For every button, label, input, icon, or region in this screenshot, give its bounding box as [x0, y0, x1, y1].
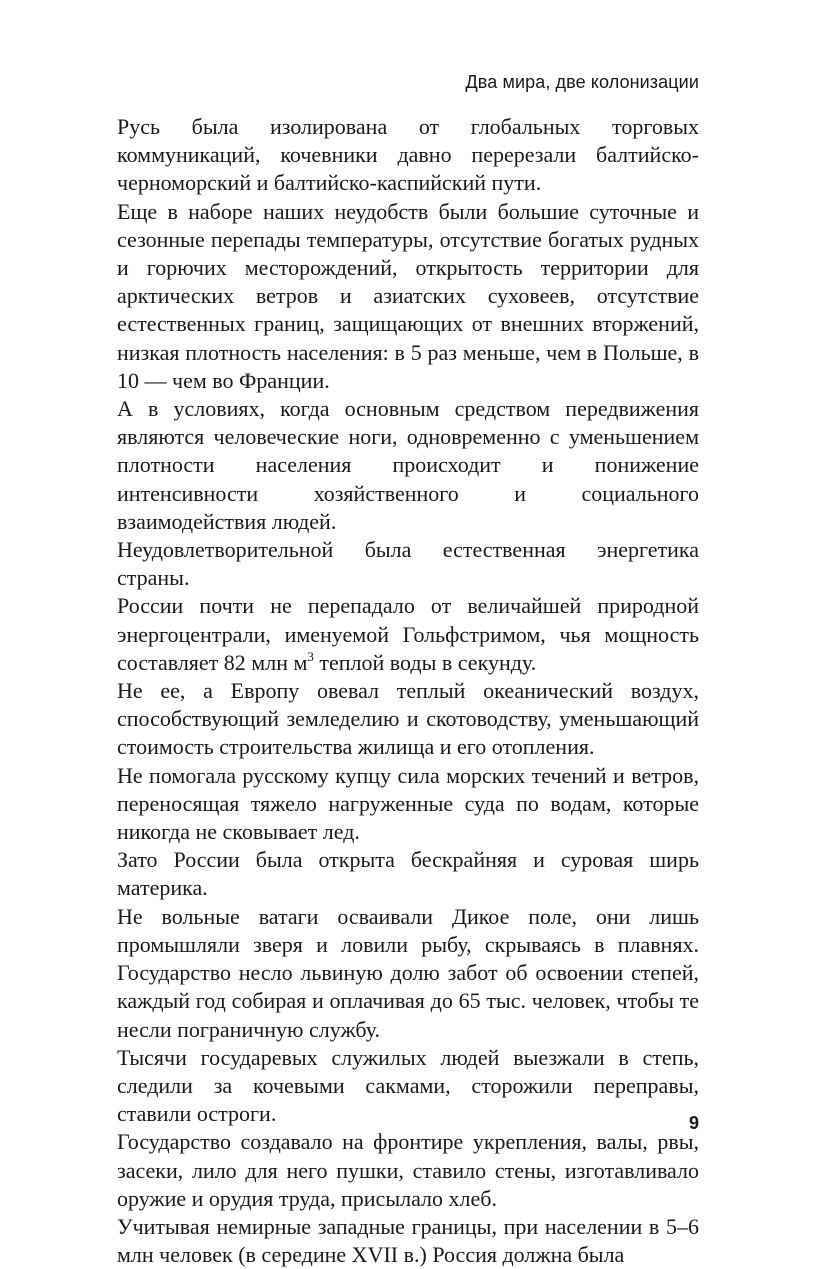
paragraph-2: Еще в наборе наших неудобств были большие суточные и сезонные перепады температуры, отсутствие богатых рудных и горючих месторождений, открытость территории для арктических ветров и азиатских суховеев, отсутствие естественных границ, защищающих от внешних вторжений, низкая плотность населения: в 5 раз меньше, чем в Польше, в 10 — чем во Франции.: [117, 198, 699, 393]
paragraph-5: [117, 592, 699, 677]
paragraph-11: Государство создавало на фронтире укрепления, валы, рвы, засеки, лило для него пушки, ставило стены, изготавливало оружие и орудия труда, присылало хлеб.: [117, 1129, 699, 1211]
paragraph-7: Не помогала русскому купцу сила морских течений и ветров, переносящая тяжело нагруженные суда по водам, которые никогда не сковывает лед.: [117, 762, 699, 845]
paragraph-8: Зато России была открыта бескрайняя и суровая ширь материка.: [117, 847, 699, 901]
page-number: 9: [688, 1113, 699, 1133]
paragraph-3: А в условиях, когда основным средством передвижения являются человеческие ноги, одновременно с уменьшением плотности населения происходит и понижение интенсивности хозяйственного и социального взаимодействия людей.: [117, 396, 699, 534]
paragraph-4: Неудовлетворительной была естественная энергетика страны.: [117, 537, 699, 591]
paragraph-6: Не ее, а Европу овевал теплый океанический воздух, способствующий земледелию и скотоводству, уменьшающий стоимость строительства жилища и его отопления.: [117, 678, 699, 760]
running-header: Два мира, две колонизации: [465, 72, 699, 92]
superscript-cubic: 3: [307, 648, 314, 664]
body-text: [117, 113, 699, 1269]
paragraph-10: Тысячи государевых служилых людей выезжали в степь, следили за кочевыми сакмами, сторожили переправы, ставили остроги.: [117, 1044, 699, 1127]
paragraph-5-text-after: теплой воды в секунду.: [313, 649, 537, 675]
paragraph-5-text-before: России почти не перепадало от величайшей природной энергоцентрали, именуемой Гольфстримом, чья мощность составляет 82 млн м: [117, 593, 699, 675]
paragraph-12: Учитывая немирные западные границы, при населении в 5–6 млн человек (в середине XVII в.) Россия должна была: [117, 1213, 699, 1268]
paragraph-9: Не вольные ватаги осваивали Дикое поле, они лишь промышляли зверя и ловили рыбу, скрываясь в плавнях. Государство несло львиную долю забот об освоении степей, каждый год собирая и оплачивая до 65 тыс. человек, чтобы те несли пограничную службу.: [117, 903, 699, 1042]
paragraph-1: Русь была изолирована от глобальных торговых коммуникаций, кочевники давно перерезали балтийско-черноморский и балтийско-каспийский пути.: [117, 114, 699, 196]
